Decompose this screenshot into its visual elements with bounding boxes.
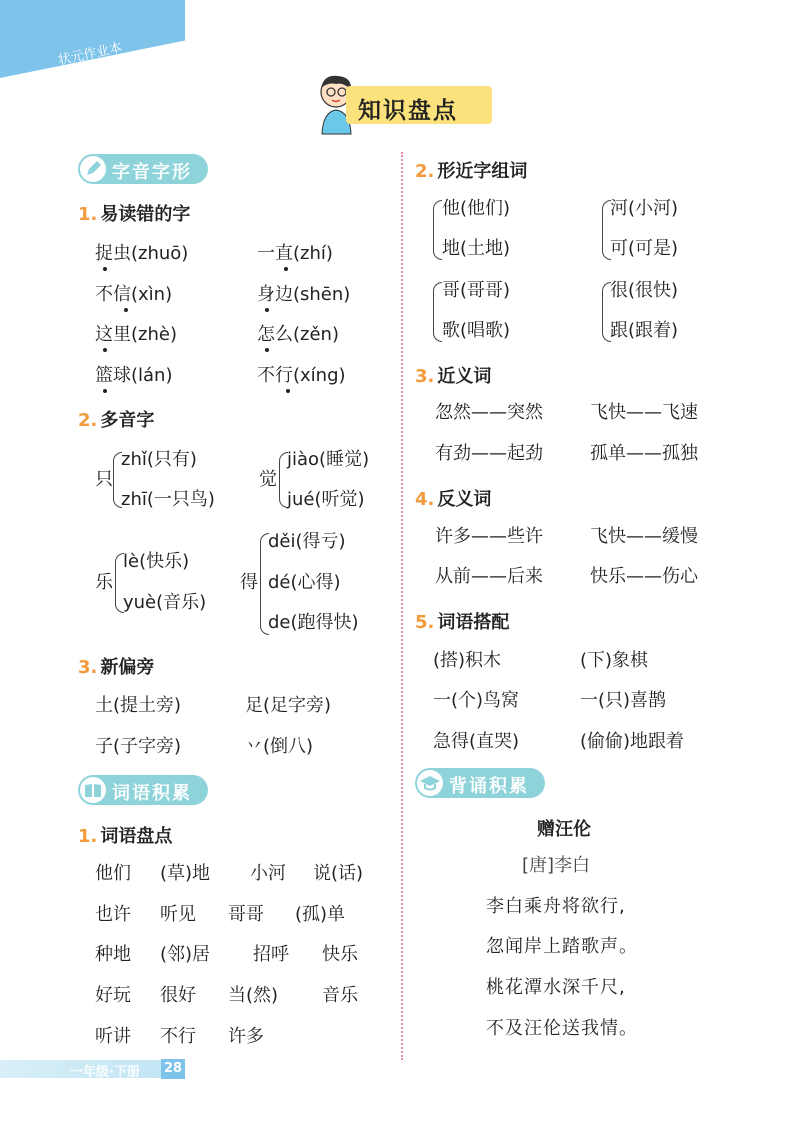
poem-line: 不及汪伦送我情。 (486, 1018, 638, 1039)
vocab-word: 招呼 (253, 944, 289, 965)
similar-word: 哥(哥哥) (442, 280, 511, 301)
subheading-antonyms: 4. 反义词 (415, 489, 492, 510)
series-label: 状元作业本 (56, 40, 124, 69)
emphasis-dot (103, 348, 107, 352)
vocab-word: 不行 (160, 1026, 196, 1047)
polyphone-reading: lè(快乐) (123, 551, 190, 572)
pinyin-word: 身边(shēn) (257, 284, 351, 305)
synonym-pair: 飞快——飞速 (590, 402, 698, 423)
similar-word: 他(他们) (442, 198, 511, 219)
antonym-pair: 许多——些许 (435, 526, 543, 547)
pinyin-word: 怎么(zěn) (257, 324, 339, 345)
similar-word: 歌(唱歌) (442, 320, 511, 341)
emphasis-dot (124, 308, 128, 312)
pencil-icon (80, 156, 106, 182)
similar-word: 地(土地) (442, 238, 511, 259)
section-pill-recitation: 背诵积累 (415, 768, 545, 798)
subheading-radicals: 3. 新偏旁 (78, 657, 155, 678)
book-icon (80, 777, 106, 803)
pinyin-word: 捉虫(zhuō) (95, 243, 189, 264)
pinyin-word: 不行(xíng) (257, 365, 346, 386)
poem-line: 忽闻岸上踏歌声。 (486, 936, 638, 957)
collocation: 急得(直哭) (433, 731, 520, 752)
radical-item: 子(子字旁) (95, 736, 182, 757)
antonym-pair: 从前——后来 (435, 566, 543, 587)
collocation: 一(个)鸟窝 (433, 690, 520, 711)
vocab-word: 许多 (228, 1026, 264, 1047)
pinyin-word: 一直(zhí) (257, 243, 333, 264)
radical-item: 土(提土旁) (95, 695, 182, 716)
radical-item: 丷(倒八) (245, 736, 314, 757)
polyphone-char: 得 (240, 572, 258, 593)
emphasis-dot (284, 267, 288, 271)
synonym-pair: 孤单——孤独 (590, 443, 698, 464)
poem-line: 桃花潭水深千尺, (486, 977, 626, 998)
subheading-hard-words: 1. 易读错的字 (78, 204, 191, 225)
vocab-word: 小河 (250, 863, 286, 884)
grade-label: 一年级·下册 (70, 1065, 140, 1080)
emphasis-dot (103, 389, 107, 393)
polyphone-reading: zhī(一只鸟) (121, 489, 215, 510)
polyphone-reading: dé(心得) (268, 572, 341, 593)
vocab-word: (草)地 (160, 863, 211, 884)
vocab-word: 哥哥 (228, 904, 264, 925)
emphasis-dot (103, 267, 107, 271)
polyphone-reading: děi(得亏) (268, 531, 346, 552)
polyphone-reading: jué(听觉) (287, 489, 365, 510)
emphasis-dot (265, 308, 269, 312)
poem-line: 李白乘舟将欲行, (486, 896, 626, 917)
vocab-word: 好玩 (95, 985, 131, 1006)
subheading-collocations: 5. 词语搭配 (415, 612, 510, 633)
antonym-pair: 快乐——伤心 (590, 566, 698, 587)
vocab-word: 说(话) (313, 863, 364, 884)
title-block (308, 70, 498, 136)
collocation: (偷偷)地跟着 (580, 731, 685, 752)
brace (433, 282, 442, 342)
pinyin-word: 这里(zhè) (95, 324, 177, 345)
page-title: 知识盘点 (358, 98, 458, 124)
vocab-word: 听见 (160, 904, 196, 925)
polyphone-reading: zhǐ(只有) (121, 449, 197, 470)
poem-author: [唐]李白 (522, 855, 591, 876)
vocab-word: 快乐 (322, 944, 358, 965)
section-pill-pronunciation: 字音字形 (78, 154, 208, 184)
poem-title: 赠汪伦 (537, 819, 591, 840)
vocab-word: 音乐 (322, 985, 358, 1006)
vocab-word: 他们 (95, 863, 131, 884)
vocab-word: 种地 (95, 944, 131, 965)
pinyin-word: 不信(xìn) (95, 284, 173, 305)
corner-banner (0, 0, 185, 78)
polyphone-reading: yuè(音乐) (123, 592, 207, 613)
collocation: 一(只)喜鹊 (580, 690, 667, 711)
pinyin-word: 篮球(lán) (95, 365, 173, 386)
emphasis-dot (265, 348, 269, 352)
vocab-word: 也许 (95, 904, 131, 925)
similar-word: 河(小河) (610, 198, 679, 219)
page-number: 28 (161, 1059, 185, 1079)
subheading-similar-chars: 2. 形近字组词 (415, 161, 528, 182)
brace (433, 200, 442, 260)
polyphone-reading: de(跑得快) (268, 612, 359, 633)
vocab-word: 当(然) (228, 985, 279, 1006)
subheading-synonyms: 3. 近义词 (415, 366, 492, 387)
similar-word: 跟(跟着) (610, 320, 679, 341)
column-divider (401, 152, 403, 1060)
similar-word: 可(可是) (610, 238, 679, 259)
radical-item: 足(足字旁) (245, 695, 332, 716)
synonym-pair: 忽然——突然 (435, 402, 543, 423)
emphasis-dot (286, 389, 290, 393)
vocab-word: (孤)单 (295, 904, 346, 925)
polyphone-char: 只 (95, 469, 113, 490)
collocation: (下)象棋 (580, 650, 649, 671)
section-pill-vocabulary: 词语积累 (78, 775, 208, 805)
subheading-vocab-review: 1. 词语盘点 (78, 826, 173, 847)
polyphone-char: 觉 (259, 469, 277, 490)
polyphone-reading: jiào(睡觉) (287, 449, 370, 470)
vocab-word: 很好 (160, 985, 196, 1006)
similar-word: 很(很快) (610, 280, 679, 301)
vocab-word: 听讲 (95, 1026, 131, 1047)
subheading-polyphones: 2. 多音字 (78, 410, 155, 431)
vocab-word: (邻)居 (160, 944, 211, 965)
graduation-cap-icon (417, 770, 443, 796)
polyphone-char: 乐 (95, 572, 113, 593)
collocation: (搭)积木 (433, 650, 502, 671)
antonym-pair: 飞快——缓慢 (590, 526, 698, 547)
synonym-pair: 有劲——起劲 (435, 443, 543, 464)
